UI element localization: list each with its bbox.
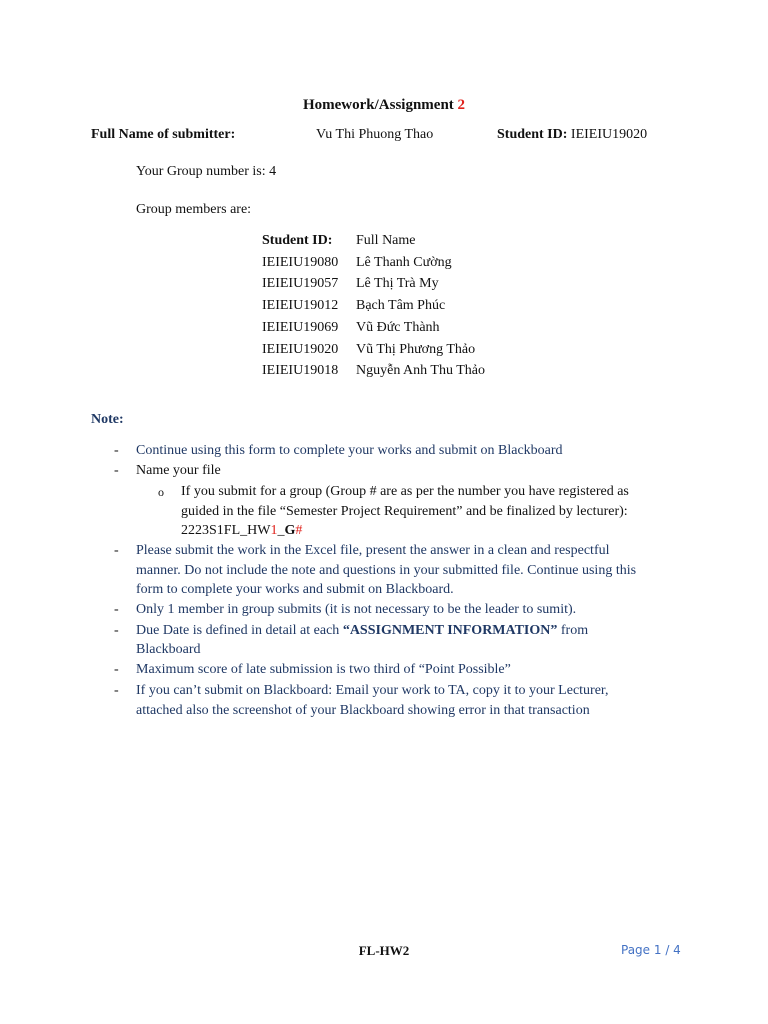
footer-code: FL-HW2 (358, 943, 410, 958)
footer-page-number: Page 1 / 4 (621, 943, 681, 957)
note-item-3-line-1: Please submit the work in the Excel file, present the answer in a clean and respectful (136, 543, 610, 558)
member-id: IEIEIU19057 (262, 276, 339, 291)
submitter-id (497, 126, 647, 144)
group-number-text: Your Group number is: 4 (136, 164, 277, 179)
list-dash: - (114, 662, 119, 677)
list-dash: - (114, 683, 119, 698)
list-dash: - (114, 623, 119, 638)
member-name: Vũ Đức Thành (356, 320, 440, 335)
page-title (0, 96, 768, 114)
note-item-5-post: from (557, 623, 589, 638)
note-heading: Note: (91, 412, 124, 427)
note-item-5-bold: “ASSIGNMENT INFORMATION” (342, 623, 558, 638)
member-name: Lê Thị Trà My (356, 276, 439, 291)
note-item-7-line-2: attached also the screenshot of your Blackboard showing error in that transaction (136, 703, 590, 718)
title-number: 2 (457, 97, 466, 113)
title-prefix: Homework/Assignment (302, 97, 458, 113)
note-item-4: Only 1 member in group submits (it is not necessary to be the leader to sumit). (136, 602, 577, 617)
filename-part-3: _ (277, 523, 285, 538)
note-item-5-pre: Due Date is defined in detail at each (136, 623, 343, 638)
note-item-6: Maximum score of late submission is two third of “Point Possible” (136, 662, 511, 677)
header-student-id: Student ID: (262, 233, 333, 248)
submitter-id-value: IEIEIU19020 (567, 127, 648, 142)
filename-part-1: 2223S1FL_HW (181, 523, 271, 538)
list-dash: - (114, 463, 119, 478)
note-item-7-line-1: If you can’t submit on Blackboard: Email your work to TA, copy it to your Lecturer, (136, 683, 609, 698)
sub-bullet: o (158, 485, 164, 499)
member-id: IEIEIU19080 (262, 255, 339, 270)
group-members-text: Group members are: (136, 202, 252, 217)
filename-part-5: # (295, 523, 303, 538)
note-item-2-sub-line-1: If you submit for a group (Group # are as per the number you have registered as (181, 484, 629, 499)
list-dash: - (114, 443, 119, 458)
filename-pattern (181, 522, 302, 540)
submitter-name-value: Vu Thi Phuong Thao (316, 127, 434, 142)
filename-part-4: G (284, 523, 296, 538)
member-id: IEIEIU19020 (262, 342, 339, 357)
note-item-5-line-2: Blackboard (136, 642, 201, 657)
header-full-name: Full Name (356, 233, 416, 248)
member-name: Vũ Thị Phương Thảo (356, 342, 476, 357)
note-item-2: Name your file (136, 463, 221, 478)
note-item-1: Continue using this form to complete your works and submit on Blackboard (136, 443, 563, 458)
member-id: IEIEIU19069 (262, 320, 339, 335)
member-id: IEIEIU19018 (262, 363, 339, 378)
submitter-id-label: Student ID: (497, 127, 568, 142)
member-name: Lê Thanh Cường (356, 255, 452, 270)
note-item-5-line-1 (136, 622, 588, 640)
note-item-3-line-3: form to complete your works and submit on Blackboard. (136, 582, 454, 597)
submitter-name-label: Full Name of submitter: (91, 127, 236, 142)
member-name: Bạch Tâm Phúc (356, 298, 446, 313)
note-item-2-sub-line-2: guided in the file “Semester Project Requirement” and be finalized by lecturer): (181, 504, 628, 519)
member-name: Nguyễn Anh Thu Thảo (356, 363, 485, 378)
member-id: IEIEIU19012 (262, 298, 339, 313)
filename-part-2: 1 (270, 523, 278, 538)
note-item-3-line-2: manner. Do not include the note and questions in your submitted file. Continue using this (136, 563, 637, 578)
list-dash: - (114, 602, 119, 617)
list-dash: - (114, 543, 119, 558)
